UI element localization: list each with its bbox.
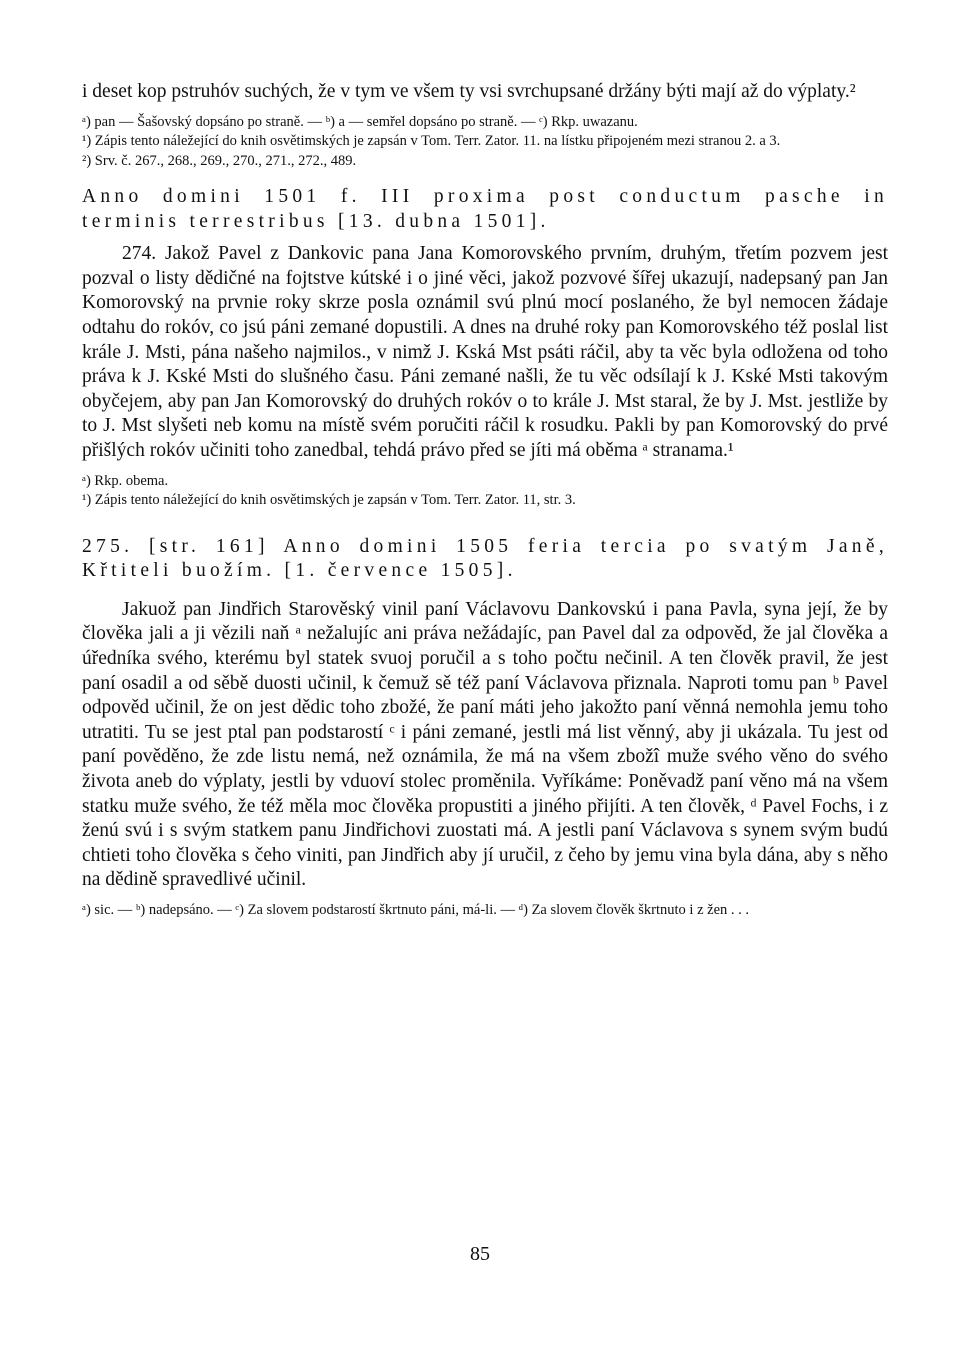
document-page — [82, 80, 888, 920]
footnote-letters-1: ᵃ) pan — Šašovský dopsáno po straně. — ᵇ) a — semřel dopsáno po straně. — ᶜ) Rkp. uwazanu. — [82, 113, 638, 130]
page-number: 85 — [470, 1243, 490, 1265]
heading-275: 275. [str. 161] Anno domini 1505 feria tercia po svatým Janě, Křtiteli buožím. [1. července 1505]. — [82, 535, 888, 582]
heading-1501: Anno domini 1501 f. III proxima post conductum pasche in terminis terrestribus [13. dubna 1501]. — [82, 186, 888, 232]
footnote-1: ¹) Zápis tento náležející do knih osvětimských je zapsán v Tom. Terr. Zator. 11. na lístku připojeném mezi stranou 2. a 3. — [82, 133, 781, 150]
paragraph-continuation: i deset kop pstruhóv suchých, že v tym ve všem ty vsi svrchupsané držány býti mají až do výplaty.² — [82, 81, 856, 102]
entry-274: 274. Jakož Pavel z Dankovic pana Jana Komorovského prvním, druhým, třetím pozvem jest pozval o listy dědičné na fojtstve kútské i o jiné věci, jakož pozvové šířej ukazují, nadepsaný pan Jan Komorovský na prvnie roky skrze posla oznámil svú plnú mocí poslaného, že byl nemocen žádaje odtahu do rokóv, co jsú páni zemané dopustili. A dnes na druhé roky pan Komorovského též poslal list krále J. Msti, pána našeho najmilos., v nimž J. Kská Mst psáti ráčil, aby ta věc byla odložena od toho práva k J. Kské Msti do slušného času. Páni zemané našli, že tu věc odsílají k J. Kské Msti takovým obyčejem, aby pan Jan Komorovský do druhých rokóv o to krále J. Mst staral, že by J. Mst. jestliže by to J. Mst slyšeti neb komu na místě svém poručiti ráčil k rosudku. Pakli by pan Komorovský do prvé přišlých rokóv učiniti toho zanedbal, tehdá právo před se jíti má oběma ᵃ stranama.¹ — [82, 243, 888, 462]
footnote-letters-275: ᵃ) sic. — ᵇ) nadepsáno. — ᶜ) Za slovem podstarostí škrtnuto páni, má-li. — ᵈ) Za slovem člověk škrtnuto i z žen . . . — [82, 901, 750, 918]
entry-275: Jakuož pan Jindřich Starověský vinil paní Václavovu Dankovskú i pana Pavla, syna její, že by člověka jali a ji vězili naň ᵃ nežalujíc ani práva nežádajíc, pan Pavel dal za odpověd, že jal člověka a úředníka svého, kterému byl statek svuoj poručil a s toho počtu nečinil. A ten člověk pravil, že jest paní osadil a od sěbě duosti učinil, k čemuž sě též paní Václavova přiznala. Naproti tomu pan ᵇ Pavel odpověd učinil, že on jest dědic toho zbožé, že paní máti jeho jakožto paní věnná nemohla jemu toho utratiti. Tu se jest ptal pan podstarostí ᶜ i páni zemané, jestli má list věnný, aby ji ukázala. Tu jest od paní pověděno, že zde listu nemá, než oznámila, že má na všem zbožî muže svého věno do svého života aneb do výplaty, jestli by vduoví stolec proměnila. Vyříkáme: Poněvadž paní věno má na všem statku muže svého, že též měla moc člověka propustiti a jiného přijíti. A ten člověk, ᵈ Pavel Fochs, i z ženú svú i s svým statkem panu Jindřichovi zuostati má. A jestli paní Václavova s synem svým budú chtieti toho člověka s čeho viniti, pan Jindřich aby jí uručil, z čeho by jemu vina byla dána, aby s něho na dědině spravedlivé učinil. — [82, 598, 888, 891]
footnote-letters-274: ᵃ) Rkp. obema. — [82, 472, 169, 489]
footnote-274: ¹) Zápis tento náležející do knih osvětimských je zapsán v Tom. Terr. Zator. 11, str. 3. — [82, 492, 576, 509]
footnote-2: ²) Srv. č. 267., 268., 269., 270., 271., 272., 489. — [82, 152, 357, 169]
